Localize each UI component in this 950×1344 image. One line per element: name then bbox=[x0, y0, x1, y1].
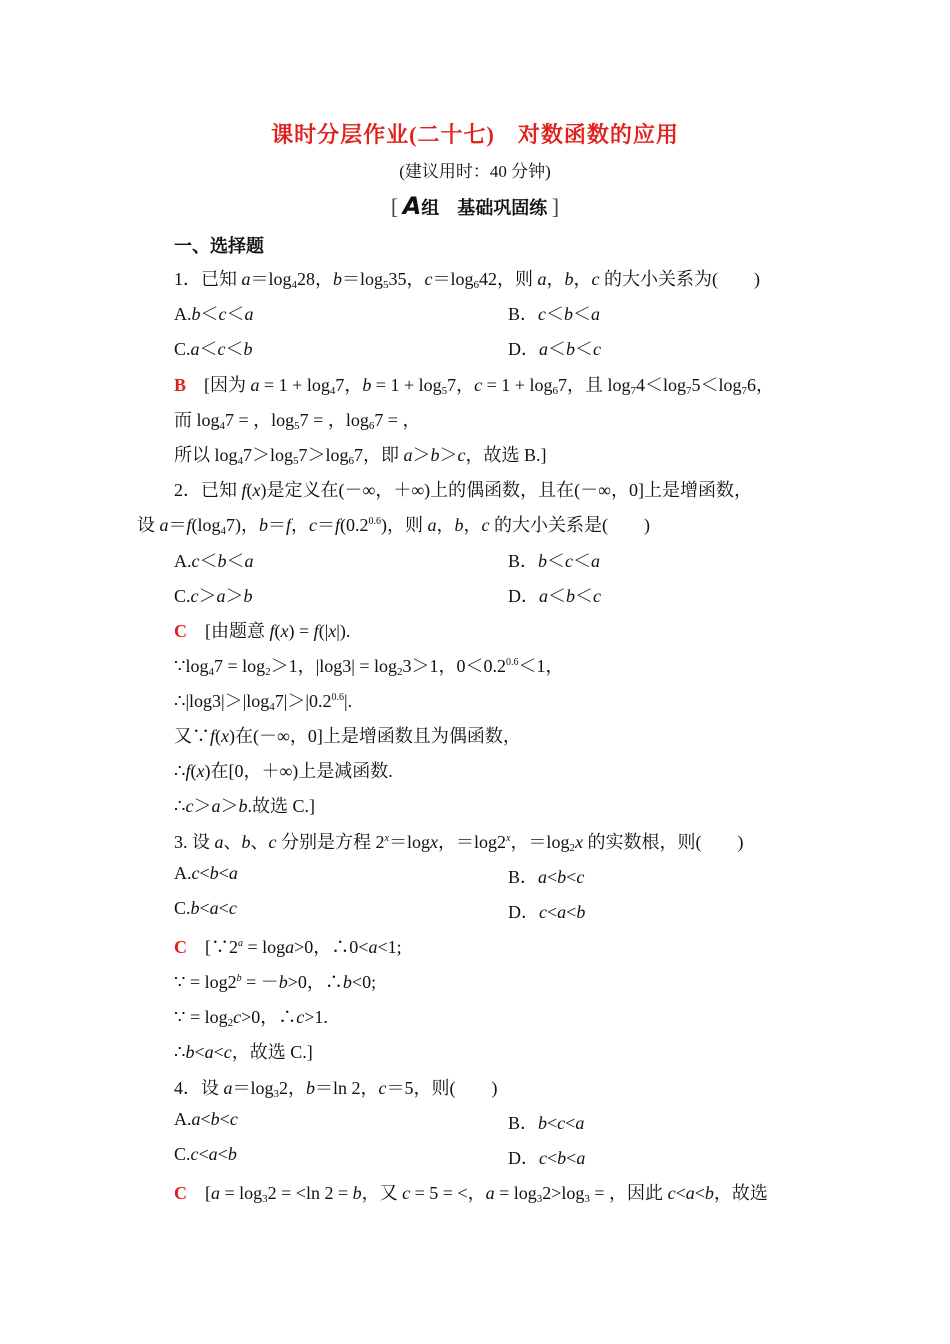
q2-option-b[interactable]: B．b＜c＜a bbox=[508, 551, 601, 571]
q3-stem: 3. 设 a、b、c 分别是方程 $2^x=\log x$，$=\log 2^x$，$=\log_2x$ 的实数根，则( ) bbox=[174, 832, 744, 854]
q2-solution-4: 又∵f(x)在(－∞，0]上是增函数且为偶函数， bbox=[174, 726, 521, 746]
q4-option-a[interactable]: A.a<b<c bbox=[174, 1109, 238, 1129]
q4-option-c[interactable]: C.c<a<b bbox=[174, 1144, 237, 1164]
group-label: 组 基础巩固练 bbox=[421, 198, 548, 218]
q1-stem: 1．已知 $a=\log_428$，$b=\log_535$，$c=\log_642$，则 a，b，c 的大小关系为( ) bbox=[174, 269, 761, 291]
q3-option-b[interactable]: B．a<b<c bbox=[508, 867, 585, 887]
group-heading bbox=[0, 192, 950, 220]
q4-option-d[interactable]: D．c<b<a bbox=[508, 1148, 586, 1168]
left-bracket: [ bbox=[390, 194, 399, 219]
q1-answer: B bbox=[174, 375, 187, 395]
q3-option-a[interactable]: A.c<b<a bbox=[174, 863, 238, 883]
q3-solution-2: ∵ = $\log 2^b = -b>0$，∴b<0; bbox=[174, 972, 377, 992]
q2-option-c[interactable]: C.c＞a＞b bbox=[174, 586, 253, 606]
section-heading: 一、选择题 bbox=[174, 236, 264, 256]
q3-option-c[interactable]: C.b<a<c bbox=[174, 898, 237, 918]
q2-solution-3: $\therefore|\log 3|>|\log_47|>|0.2^{0.6}|$. bbox=[174, 691, 353, 713]
q3-answer: C bbox=[174, 937, 187, 957]
q2-stem-2: 设 $a=f(\log_47)$，b＝f，$c=f(0.2^{0.6})$，则 a，b，c 的大小关系是( ) bbox=[137, 515, 651, 537]
group-letter: A bbox=[402, 192, 422, 220]
q3-solution-3: ∵ = $\log_2c>0$，∴c>1. bbox=[174, 1007, 328, 1029]
q4-answer: C bbox=[174, 1183, 187, 1203]
q1-option-c[interactable]: C.a＜c＜b bbox=[174, 339, 253, 359]
q1-option-d[interactable]: D．a＜b＜c bbox=[508, 339, 601, 359]
q4-option-b[interactable]: B．b<c<a bbox=[508, 1113, 585, 1133]
right-bracket: ] bbox=[551, 194, 560, 219]
q4-stem: 4．设 $a=\log_32$，b＝ln 2，c＝5，则( ) bbox=[174, 1078, 498, 1100]
q4-solution-1: C [$a = \log_32 = <\ln$ 2 = b，又 c = 5 = <，$a = \log_32>\log_3$ = ，因此 c<a<b，故选 bbox=[174, 1183, 768, 1205]
q2-option-a[interactable]: A.c＜b＜a bbox=[174, 551, 254, 571]
q1-solution-3: 所以 $\log_47>\log_57>\log_67$，即 a＞b＞c，故选 B.] bbox=[174, 445, 547, 467]
q2-option-d[interactable]: D．a＜b＜c bbox=[508, 586, 601, 606]
q3-solution-4: ∴b<a<c，故选 C.] bbox=[174, 1042, 313, 1062]
q3-solution-1: C [$\because 2^a = \log a>0$，∴0<a<1; bbox=[174, 937, 402, 957]
q2-solution-1: C [由题意 f(x) = f(|x|). bbox=[174, 621, 351, 641]
q2-solution-5: ∴f(x)在[0，＋∞)上是减函数. bbox=[174, 761, 393, 781]
q2-stem: 2．已知 f(x)是定义在(－∞，＋∞)上的偶函数，且在(－∞，0]上是增函数， bbox=[174, 480, 752, 500]
q2-solution-6: ∴c＞a＞b.故选 C.] bbox=[174, 796, 315, 816]
q1-solution-2: 而 $\log_47$ = ，$\log_57$ = ，$\log_67$ = ， bbox=[174, 410, 421, 432]
time-hint: (建议用时：40 分钟) bbox=[399, 162, 551, 181]
q2-answer: C bbox=[174, 621, 187, 641]
q2-solution-2: $\because\log_47 = \log_2>1$，$|\log 3| = \log_23>1$，$0<0.2^{0.6}<1$， bbox=[174, 656, 564, 678]
q1-solution-1: B [因为 $a = 1 + \log_47$，$b = 1 + \log_57$，$c = 1 + \log_67$，且 $\log_74<\log_75<\log_76$， bbox=[174, 375, 774, 397]
page-title: 课时分层作业(二十七) 对数函数的应用 bbox=[271, 122, 679, 147]
q1-option-a[interactable]: A.b＜c＜a bbox=[174, 304, 254, 324]
q1-option-b[interactable]: B．c＜b＜a bbox=[508, 304, 601, 324]
q3-option-d[interactable]: D．c<a<b bbox=[508, 902, 586, 922]
